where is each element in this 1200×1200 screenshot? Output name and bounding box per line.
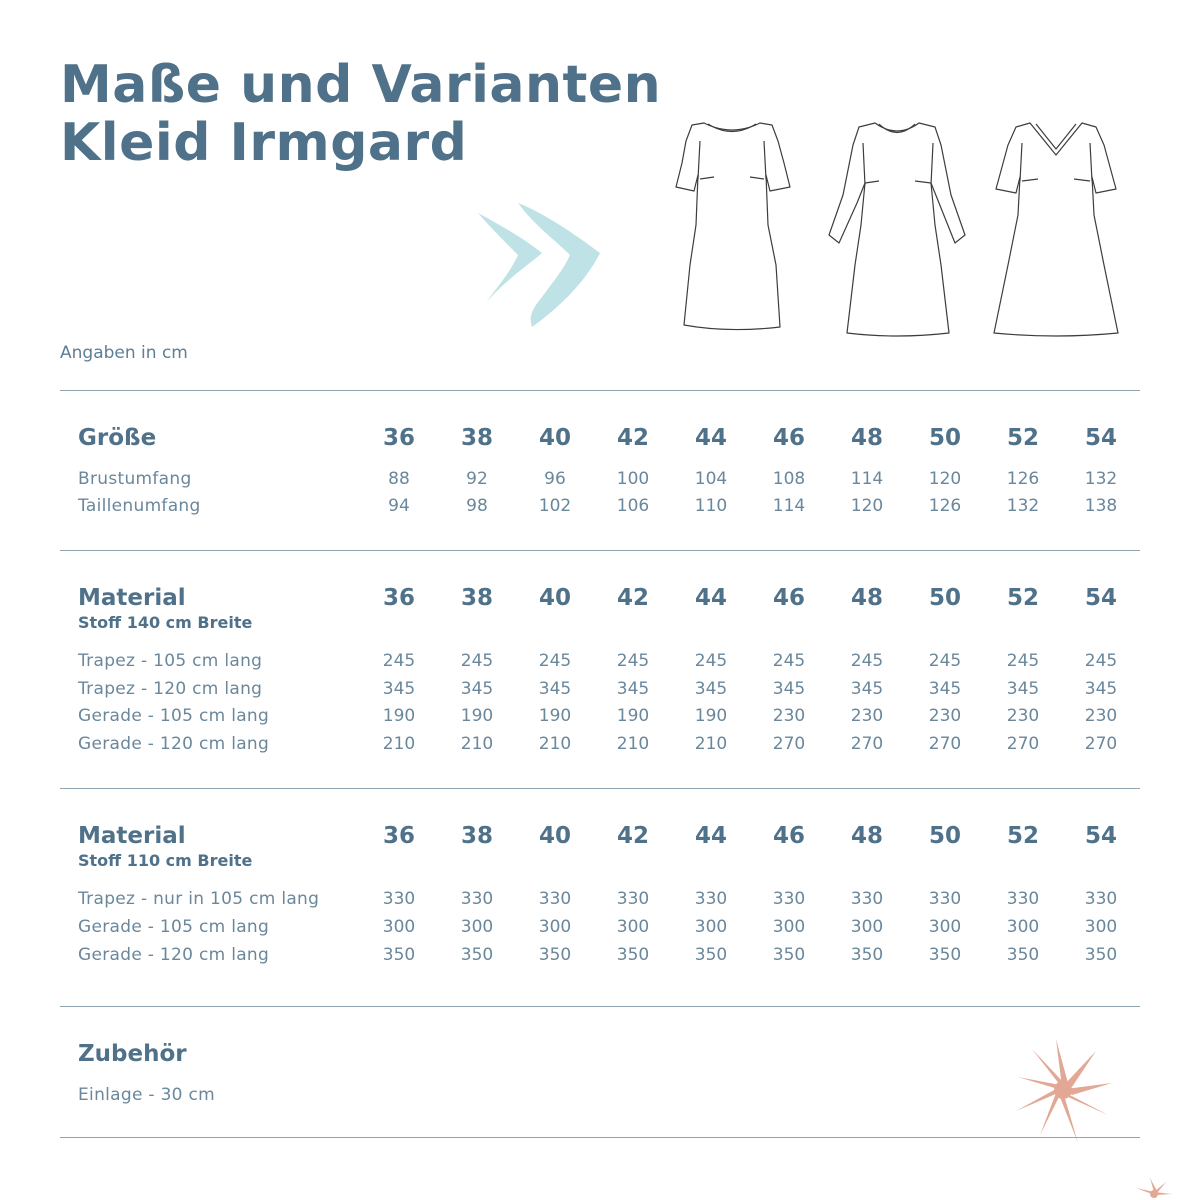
size-cell: 44 [694,823,727,849]
table-cell: 300 [928,917,962,937]
table-cell: 345 [382,679,416,699]
table-cell: 345 [928,679,962,699]
table-cell: 104 [694,469,728,489]
row-label: Trapez - 105 cm lang [78,651,263,671]
table-cell: 350 [928,945,962,965]
table-cell: 245 [538,651,572,671]
table-cell: 330 [616,889,650,909]
table-cell: 190 [616,706,650,726]
size-cell: 42 [616,425,649,451]
table-cell: 100 [616,469,650,489]
table-cell: 330 [850,889,884,909]
table-cell: 350 [1006,945,1040,965]
table-cell: 345 [538,679,572,699]
table-cell: 245 [1006,651,1040,671]
size-cell: 54 [1084,823,1117,849]
table-cell: 190 [694,706,728,726]
size-cell: 36 [382,425,415,451]
size-header-row [0,823,1200,849]
table-cell: 345 [850,679,884,699]
table-cell: 330 [1084,889,1118,909]
table-cell: 270 [1084,734,1118,754]
table-cell: 245 [694,651,728,671]
unit-note: Angaben in cm [60,343,188,363]
table-cell: 120 [850,496,884,516]
size-cell: 50 [928,585,961,611]
table-cell: 300 [772,917,806,937]
table-cell: 350 [694,945,728,965]
table-cell: 190 [538,706,572,726]
table-row [0,734,1200,760]
table-row [0,706,1200,732]
table-cell: 92 [466,469,488,489]
table-cell: 96 [544,469,566,489]
table-cell: 108 [772,469,806,489]
table-cell: 350 [1084,945,1118,965]
row-label: Gerade - 105 cm lang [78,917,270,937]
table-cell: 345 [616,679,650,699]
size-cell: 50 [928,425,961,451]
table-cell: 132 [1006,496,1040,516]
table-cell: 350 [460,945,494,965]
size-cell: 54 [1084,425,1117,451]
table-cell: 345 [694,679,728,699]
table-cell: 110 [694,496,728,516]
table-cell: 350 [616,945,650,965]
table-cell: 330 [538,889,572,909]
table-cell: 245 [1084,651,1118,671]
table-cell: 210 [616,734,650,754]
size-cell: 44 [694,425,727,451]
table-cell: 345 [460,679,494,699]
table-cell: 98 [466,496,488,516]
table-cell: 345 [772,679,806,699]
table-cell: 350 [850,945,884,965]
table-cell: 270 [772,734,806,754]
table-cell: 330 [928,889,962,909]
table-cell: 245 [928,651,962,671]
size-cell: 48 [850,585,883,611]
size-cell: 42 [616,823,649,849]
table-cell: 270 [1006,734,1040,754]
table-cell: 230 [850,706,884,726]
row-label: Brustumfang [78,469,192,489]
table-cell: 230 [1084,706,1118,726]
table-row [0,469,1200,495]
table-cell: 330 [1006,889,1040,909]
section-heading: Material [78,823,186,849]
table-cell: 350 [382,945,416,965]
table-cell: 300 [382,917,416,937]
divider [60,1006,1140,1007]
table-cell: 330 [772,889,806,909]
divider [60,1137,1140,1138]
table-cell: 138 [1084,496,1118,516]
table-cell: 94 [388,496,410,516]
section-subheading: Stoff 140 cm Breite [78,613,253,632]
row-label: Gerade - 120 cm lang [78,945,270,965]
size-cell: 46 [772,823,805,849]
size-cell: 50 [928,823,961,849]
table-cell: 102 [538,496,572,516]
section-heading: Zubehör [78,1041,187,1067]
table-cell: 245 [460,651,494,671]
table-cell: 132 [1084,469,1118,489]
table-row [0,679,1200,705]
size-cell: 40 [538,823,571,849]
row-label: Gerade - 120 cm lang [78,734,270,754]
table-cell: 300 [616,917,650,937]
size-cell: 46 [772,425,805,451]
row-label: Gerade - 105 cm lang [78,706,270,726]
row-label: Trapez - 120 cm lang [78,679,263,699]
table-row [0,945,1200,971]
section-heading: Material [78,585,186,611]
size-cell: 48 [850,823,883,849]
size-cell: 52 [1006,823,1039,849]
title-line-2: Kleid Irmgard [60,113,468,173]
divider [60,550,1140,551]
table-cell: 300 [694,917,728,937]
table-cell: 190 [382,706,416,726]
size-cell: 42 [616,585,649,611]
table-cell: 330 [694,889,728,909]
size-cell: 40 [538,585,571,611]
row-label: Einlage - 30 cm [78,1085,216,1105]
table-cell: 245 [616,651,650,671]
table-row [0,889,1200,915]
table-cell: 114 [772,496,806,516]
table-cell: 126 [1006,469,1040,489]
table-cell: 230 [772,706,806,726]
table-row [0,496,1200,522]
table-cell: 300 [460,917,494,937]
row-label: Taillenumfang [78,496,201,516]
size-header-row [0,425,1200,451]
table-cell: 245 [850,651,884,671]
size-cell: 40 [538,425,571,451]
table-cell: 300 [1006,917,1040,937]
table-cell: 114 [850,469,884,489]
size-cell: 38 [460,585,493,611]
page-title [60,56,661,172]
flower-icon [1010,1035,1120,1150]
size-cell: 44 [694,585,727,611]
table-cell: 350 [538,945,572,965]
dress-long-sleeve-icon [825,115,970,340]
section-heading: Größe [78,425,157,451]
title-line-1: Maße und Varianten [60,55,662,115]
table-cell: 345 [1084,679,1118,699]
double-chevron-icon [470,195,610,335]
table-cell: 210 [382,734,416,754]
size-cell: 38 [460,823,493,849]
size-cell: 54 [1084,585,1117,611]
dress-short-sleeve-icon [668,115,798,335]
table-cell: 230 [928,706,962,726]
table-cell: 245 [382,651,416,671]
size-cell: 52 [1006,425,1039,451]
section-subheading: Stoff 110 cm Breite [78,851,253,870]
size-cell: 36 [382,823,415,849]
size-cell: 46 [772,585,805,611]
table-cell: 330 [460,889,494,909]
table-cell: 210 [694,734,728,754]
size-cell: 36 [382,585,415,611]
table-cell: 210 [538,734,572,754]
table-cell: 88 [388,469,410,489]
table-cell: 126 [928,496,962,516]
table-cell: 270 [850,734,884,754]
table-cell: 345 [1006,679,1040,699]
table-cell: 210 [460,734,494,754]
table-cell: 330 [382,889,416,909]
row-label: Trapez - nur in 105 cm lang [78,889,320,909]
table-cell: 230 [1006,706,1040,726]
table-cell: 300 [850,917,884,937]
flower-icon [1134,1176,1174,1200]
table-cell: 106 [616,496,650,516]
table-row [0,651,1200,677]
dress-v-neck-icon [990,115,1125,340]
size-cell: 52 [1006,585,1039,611]
size-header-row [0,585,1200,611]
table-cell: 245 [772,651,806,671]
table-cell: 350 [772,945,806,965]
divider [60,788,1140,789]
size-cell: 38 [460,425,493,451]
table-cell: 120 [928,469,962,489]
table-cell: 190 [460,706,494,726]
table-row [0,917,1200,943]
table-cell: 300 [1084,917,1118,937]
table-cell: 300 [538,917,572,937]
table-cell: 270 [928,734,962,754]
divider [60,390,1140,391]
size-cell: 48 [850,425,883,451]
